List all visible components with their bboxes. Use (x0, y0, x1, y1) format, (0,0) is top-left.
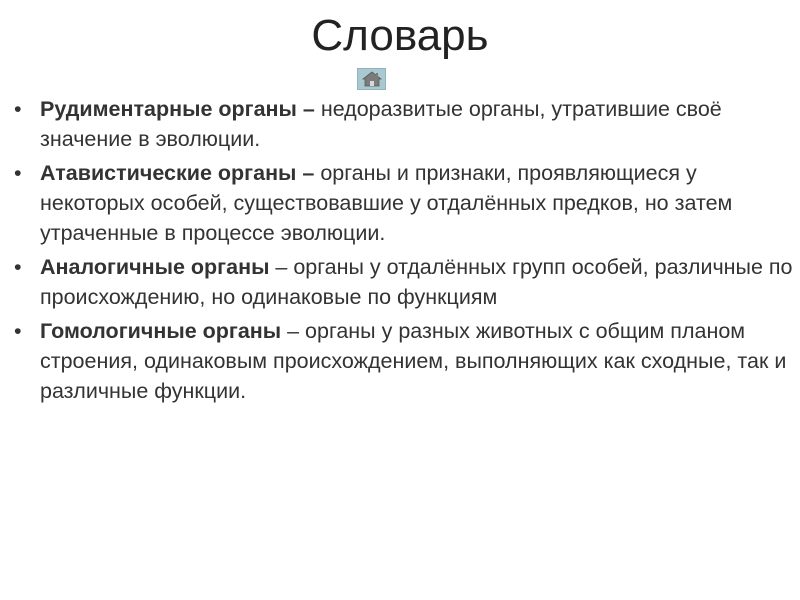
definition-text-rudimentary: недоразвитые органы, утратившие своё значение в эволюции. (40, 97, 722, 151)
bullet: • (14, 319, 22, 343)
bullet: • (14, 97, 22, 121)
slide-title: Словарь (311, 11, 489, 60)
definition-item-homologous (14, 316, 794, 406)
definition-text-homologous: – органы у разных животных с общим планом строения, одинаковым происхождением, выполняющих как сходные, так и различные функции. (40, 319, 787, 403)
home-button[interactable] (357, 68, 386, 90)
definition-text-atavistic: органы и признаки, проявляющиеся у некоторых особей, существовавшие у отдалённых предков, но затем утраченные в процессе эволюции. (40, 161, 733, 245)
definition-text-analogous: – органы у отдалённых групп особей, различные по происхождению, но одинаковые по функциям (40, 255, 793, 309)
home-icon (362, 71, 382, 87)
term-rudimentary: Рудиментарные органы – (40, 97, 315, 121)
definition-item-atavistic (14, 158, 794, 248)
bullet: • (14, 161, 22, 185)
definition-list (14, 94, 794, 410)
term-atavistic: Атавистические органы – (40, 161, 315, 185)
bullet: • (14, 255, 22, 279)
term-homologous: Гомологичные органы (40, 319, 282, 343)
term-analogous: Аналогичные органы (40, 255, 270, 279)
definition-item-rudimentary (14, 94, 794, 154)
definition-item-analogous (14, 252, 794, 312)
